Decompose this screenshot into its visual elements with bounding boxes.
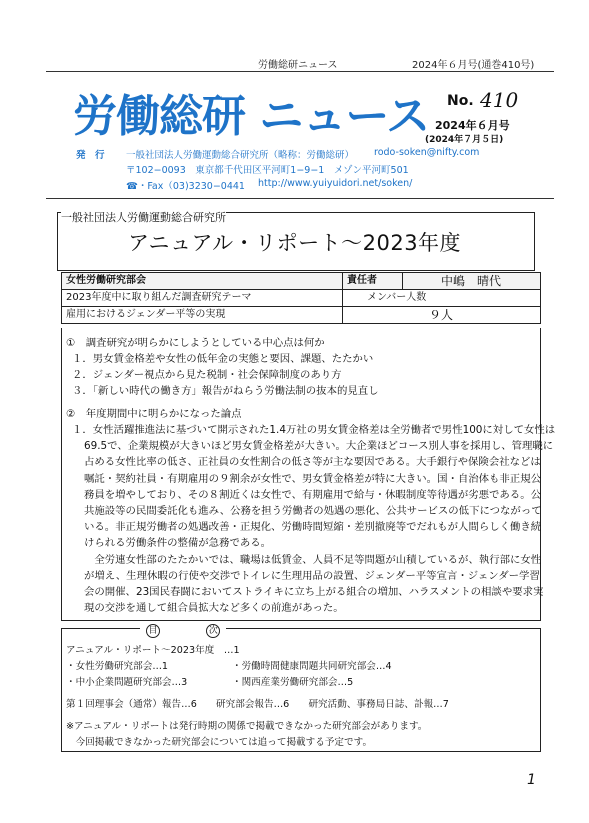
toc-note: ※アニュアル・リポートは発行時期の関係で掲載できなかった研究部会があります。: [66, 721, 428, 732]
toc-lead[interactable]: アニュアル・リポート〜2023年度 …1: [66, 645, 240, 656]
info-row-theme: [62, 307, 540, 323]
toc-entry[interactable]: ・労働時間健康問題共同研究部会…4: [232, 661, 392, 672]
publisher-address: 〒102−0093 東京都千代田区平河町1−9−1 メゾン平河町501: [126, 165, 409, 176]
group-name: 女性労働研究部会: [66, 275, 146, 286]
toc-entry[interactable]: ・女性労働研究部会…1: [66, 661, 169, 672]
section2-line: が増え、生理休暇の行使や交渉でトイレに生理用品の設置、ジェンダー平等宣言・ジェンダー学習: [84, 569, 540, 582]
issue-date: 2024年６月号: [435, 119, 510, 132]
theme-label: 2023年度中に取り組んだ調査研究テーマ: [66, 292, 252, 303]
section2-text: [72, 422, 556, 616]
section2-line: 69.5で、企業規模が大きいほど男女賃金格差が大きい。大企業ほどコース別人事を採用し、管理職に: [84, 440, 554, 453]
section2-line: 嘱託・契約社員・有期雇用の９割余が女性で、男女賃金格差が特に大きい。国・自治体も非正規公: [84, 472, 541, 485]
toc-misc[interactable]: 第１回理事会（通常）報告…6 研究部会報告…6 研究活動、事務局日誌、訃報…7: [66, 699, 449, 710]
section1-item-3: ３．「新しい時代の働き方」報告がねらう労働法制の抜本的見直し: [72, 385, 379, 397]
publisher-label: 発 行: [76, 150, 105, 161]
info-table: [61, 272, 541, 324]
publisher-email[interactable]: rodo-soken@nifty.com: [374, 147, 480, 158]
chief-label: 責任者: [342, 273, 402, 289]
chief-name: 中嶋 晴代: [402, 273, 540, 289]
section2-line: けられる労働条件の整備が急務である。: [84, 537, 272, 550]
section2-line: 務員を増やしており、その８割近くは女性で、有期雇用で給与・休暇制度等待遇が劣悪である。公: [84, 488, 541, 501]
running-header-issue: 2024年６月号(通巻410号): [412, 60, 535, 71]
publisher-name: 一般社団法人労働運動総合研究所（略称：労働総研）: [126, 150, 355, 161]
toc-heading-char: 次: [206, 624, 220, 638]
report-title: アニュアル・リポート〜2023年度: [128, 231, 462, 255]
toc-entry[interactable]: ・関西産業労働研究部会…5: [232, 677, 354, 688]
report-org: 一般社団法人労働運動総合研究所: [61, 211, 226, 224]
members-label: メンバー人数: [342, 290, 540, 306]
masthead-rule: [46, 198, 554, 199]
publisher-phone: ☎・Fax（03)3230−0441: [126, 181, 245, 192]
members-value: ９人: [342, 307, 540, 323]
section2-heading: ② 年度期間中に明らかになった論点: [66, 408, 242, 420]
section1-heading: ① 調査研究が明らかにしようとしている中心点は何か: [66, 337, 325, 349]
section2-line: 全労連女性部のたたかいでは、職場は低賃金、人員不足等問題が山積しているが、執行部に女性: [84, 553, 542, 566]
published-date: (2024年７月５日): [425, 135, 504, 145]
section2-line: 現の交渉を通して組合員拡大など多くの前進があった。: [84, 602, 344, 615]
report-title-box: [57, 212, 535, 271]
section2-line: 共施設等の民間委託化も進み、公務を担う労働者の処遇の悪化、公共サービスの低下につながって: [84, 505, 542, 518]
toc-note: 今回掲載できなかった研究部会については追って掲載する予定です。: [66, 737, 373, 748]
toc-heading: [140, 624, 226, 638]
issue-number-label: No.: [447, 93, 474, 109]
page-number: 1: [527, 772, 536, 788]
section2-line: 会の開催、23国民春闘においてストライキに立ち上がる組合の増加、ハラスメントの相談や要求実: [84, 586, 544, 599]
info-row-theme-label: [62, 290, 540, 307]
toc-heading-char: 目: [146, 624, 160, 638]
section1-item-1: １．男女賃金格差や女性の低年金の実態と要因、課題、たたかい: [72, 353, 374, 365]
header-rule: [46, 71, 554, 72]
issue-number: 410: [480, 88, 519, 112]
theme-value: 雇用におけるジェンダー平等の実現: [66, 309, 226, 320]
section2-line: １．女性活躍推進法に基づいて開示された1.4万社の男女賃金格差は全労働者で男性100に対して女性は: [72, 424, 556, 436]
section2-line: 占める女性比率の低さ、正社員の女性割合の低さ等が主な要因である。大手銀行や保険会社などは: [84, 456, 541, 469]
section1-item-2: ２．ジェンダー視点から見た税制・社会保障制度のあり方: [72, 369, 342, 381]
publisher-url[interactable]: http://www.yuiyuidori.net/soken/: [258, 178, 413, 189]
masthead-title: 労働総研 ニュース: [73, 91, 430, 142]
section2-line: いる。非正規労働者の処遇改善・正規化、労働時間短縮・差別撤廃等でだれもが人間らしく働き続: [84, 521, 542, 534]
info-row-group: [62, 273, 540, 290]
running-header-publication: 労働総研ニュース: [258, 60, 338, 71]
toc-entry[interactable]: ・中小企業問題研究部会…3: [66, 677, 188, 688]
